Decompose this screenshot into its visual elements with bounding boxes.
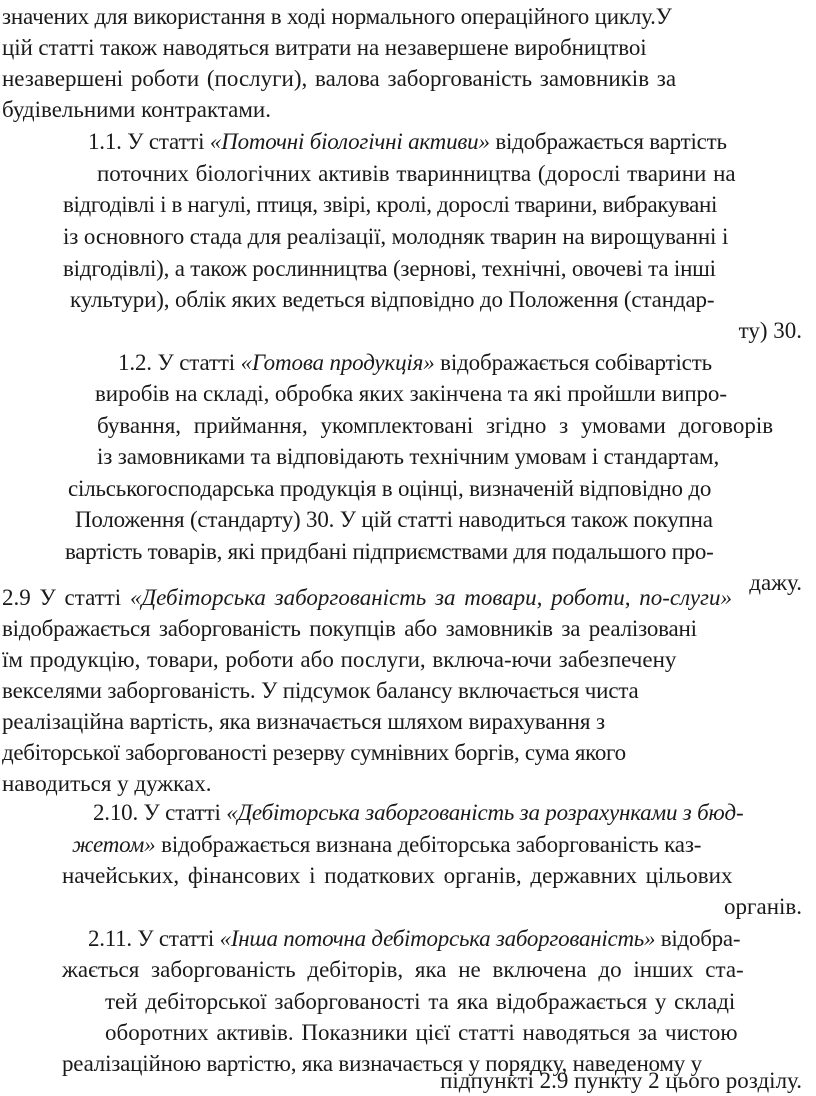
section-2-10-title: «Дебіторська заборгованість за розрахунками з бюд- bbox=[226, 800, 744, 825]
section-2-9-line-3: їм продукцію, товари, роботи або послуги, включа-ючи забезпечену bbox=[2, 647, 677, 672]
intro-line-3: незавершені роботи (послуги), валова заборгованість замовників за bbox=[2, 66, 677, 91]
section-2-9-line-4: векселями заборгованість. У підсумок балансу включається чиста bbox=[2, 678, 639, 703]
section-2-10-title-end: жетом» bbox=[72, 832, 156, 857]
section-1-2-line-6: Положення (стандарту) 30. У цій статті наводиться також покупна bbox=[75, 507, 713, 532]
section-1-1-line-5: відгодівлі), а також рослинництва (зернові, технічні, овочеві та інші bbox=[63, 256, 716, 281]
section-1-2-line-4: із замовниками та відповідають технічним умовам і стандартам, bbox=[97, 444, 720, 469]
section-1-2-line-1 bbox=[118, 348, 712, 378]
section-2-9-number: 2.9 У статті bbox=[2, 585, 130, 610]
section-1-1-line-3: відгодівлі і в нагулі, птиця, звірі, кролі, дорослі тварини, вибракувані bbox=[63, 192, 718, 217]
section-2-10-line-4: органів. bbox=[724, 894, 802, 919]
section-1-2-line-3: бування, приймання, укомплектовані згідно з умовами договорів bbox=[97, 413, 774, 438]
section-2-9-line-7: наводиться у дужках. bbox=[2, 771, 212, 796]
section-2-11-line-1 bbox=[88, 924, 740, 954]
section-2-10-line-2 bbox=[72, 830, 701, 860]
section-1-1-line-7: ту) 30. bbox=[738, 318, 802, 343]
section-2-11-title: «Інша поточна дебіторська заборгованість» bbox=[219, 926, 656, 951]
section-1-2-title: «Готова продукція» bbox=[240, 350, 435, 375]
section-2-10-line-1 bbox=[93, 798, 743, 828]
section-1-1-line-1 bbox=[88, 127, 727, 157]
section-1-1-line-6: культури), облік яких ведеться відповідно до Положення (стандар- bbox=[70, 287, 715, 312]
intro-line-4: будівельними контрактами. bbox=[2, 97, 271, 122]
section-2-11-line-3: тей дебіторської заборгованості та яка відображається у складі bbox=[105, 989, 736, 1014]
section-2-11-line-1-rest: відобра- bbox=[655, 926, 741, 951]
section-1-2-number: 1.2. У статті bbox=[118, 350, 241, 375]
section-2-11-line-6: підпункті 2.9 пункту 2 цього розділу. bbox=[440, 1068, 802, 1093]
section-2-9-title: «Дебіторська заборгованість за товари, роботи, по-слуги» bbox=[129, 585, 733, 610]
intro-line-2: цій статті також наводяться витрати на незавершене виробництвоі bbox=[2, 35, 647, 60]
section-1-1-line-2: поточних біологічних активів тваринництва (дорослі тварини на bbox=[97, 161, 736, 186]
section-1-2-line-1-rest: відображається собівартість bbox=[434, 350, 712, 375]
section-1-2-line-5: сільськогосподарська продукція в оцінці, визначеній відповідно до bbox=[68, 476, 712, 501]
section-2-11-line-4: оборотних активів. Показники цієї статті наводяться за чистою bbox=[105, 1020, 738, 1045]
section-2-10-line-2-rest: відображається визнана дебіторська заборгованість каз- bbox=[155, 832, 702, 857]
section-2-10-number: 2.10. У статті bbox=[93, 800, 227, 825]
section-2-9-line-1 bbox=[2, 583, 732, 613]
section-1-2-line-8: дажу. bbox=[749, 570, 802, 595]
section-2-9-line-6: дебіторської заборгованості резерву сумнівних боргів, сума якого bbox=[2, 740, 626, 765]
section-1-1-title: «Поточні біологічні активи» bbox=[209, 129, 490, 154]
section-1-2-line-7: вартість товарів, які придбані підприємствами для подальшого про- bbox=[65, 539, 714, 564]
section-1-1-line-4: із основного стада для реалізації, молодняк тварин на вирощуванні і bbox=[63, 224, 729, 249]
section-2-10-line-3: начейських, фінансових і податкових органів, державних цільових bbox=[62, 863, 733, 888]
section-1-2-line-2: виробів на складі, обробка яких закінчена та які пройшли випро- bbox=[95, 381, 727, 406]
section-2-9-line-5: реалізаційна вартість, яка визначається шляхом вирахування з bbox=[2, 709, 605, 734]
section-2-11-number: 2.11. У статті bbox=[88, 926, 220, 951]
intro-line-1: значених для використання в ході нормального операційного циклу.У bbox=[2, 4, 672, 29]
section-2-11-line-2: жається заборгованість дебіторів, яка не включена до інших ста- bbox=[62, 957, 744, 982]
section-2-11-line-5: реалізаційною вартістю, яка визначається у порядку, наведеному у bbox=[62, 1051, 702, 1076]
section-1-1-number: 1.1. У статті bbox=[88, 129, 210, 154]
section-1-1-line-1-rest: відображається вартість bbox=[489, 129, 727, 154]
section-2-9-line-2: відображається заборгованість покупців або замовників за реалізовані bbox=[2, 616, 697, 641]
